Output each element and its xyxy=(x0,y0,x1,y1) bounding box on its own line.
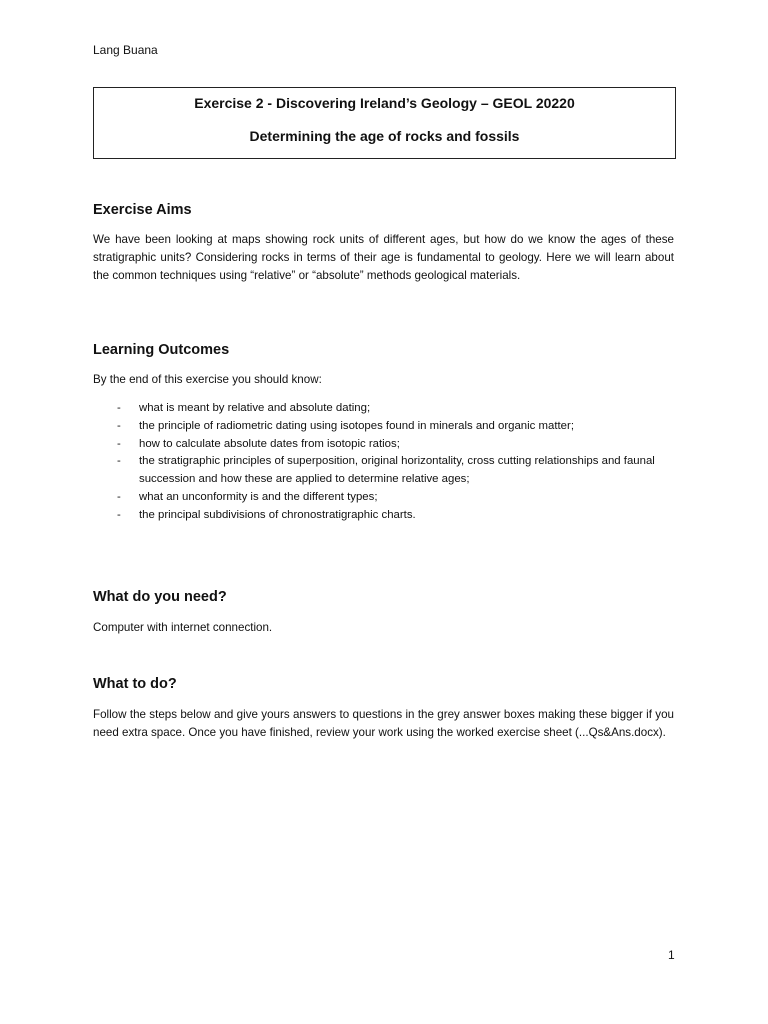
aims-heading: Exercise Aims xyxy=(93,202,192,218)
list-item: - the principal subdivisions of chronostratigraphic charts. xyxy=(93,507,683,525)
aims-paragraph: We have been looking at maps showing rock units of different ages, but how do we know the ages of these stratigraphic units? Considering rocks in terms of their age is fundamental to geology. Here we will learn about the common techniques using “relative” or “absolute” methods geological materials. xyxy=(93,233,674,282)
list-item: - what an unconformity is and the different types; xyxy=(93,489,683,507)
list-item: - the principle of radiometric dating using isotopes found in minerals and organic matter; xyxy=(93,418,683,436)
outcomes-heading: Learning Outcomes xyxy=(93,342,230,358)
page-number: 1 xyxy=(668,948,675,962)
need-heading: What do you need? xyxy=(93,589,227,605)
todo-paragraph: Follow the steps below and give yours answers to questions in the grey answer boxes making these bigger if you need extra space. Once you have finished, review your work using the worked exercise sheet (...Qs&Ans.docx). xyxy=(93,708,674,739)
exercise-subtitle: Determining the age of rocks and fossils xyxy=(249,128,520,144)
list-item: - how to calculate absolute dates from isotopic ratios; xyxy=(93,436,683,454)
exercise-title: Exercise 2 - Discovering Ireland’s Geology – GEOL 20220 xyxy=(194,95,575,111)
title-box xyxy=(93,87,676,159)
outcomes-intro: By the end of this exercise you should know: xyxy=(93,373,322,386)
todo-heading: What to do? xyxy=(93,676,177,692)
list-item: - the stratigraphic principles of superposition, original horizontality, cross cutting relationships and faunal succession and how these are applied to determine relative ages; xyxy=(93,453,683,489)
list-item: - what is meant by relative and absolute dating; xyxy=(93,400,683,418)
outcomes-list xyxy=(93,400,683,525)
need-paragraph: Computer with internet connection. xyxy=(93,621,273,634)
author-name: Lang Buana xyxy=(93,43,158,57)
